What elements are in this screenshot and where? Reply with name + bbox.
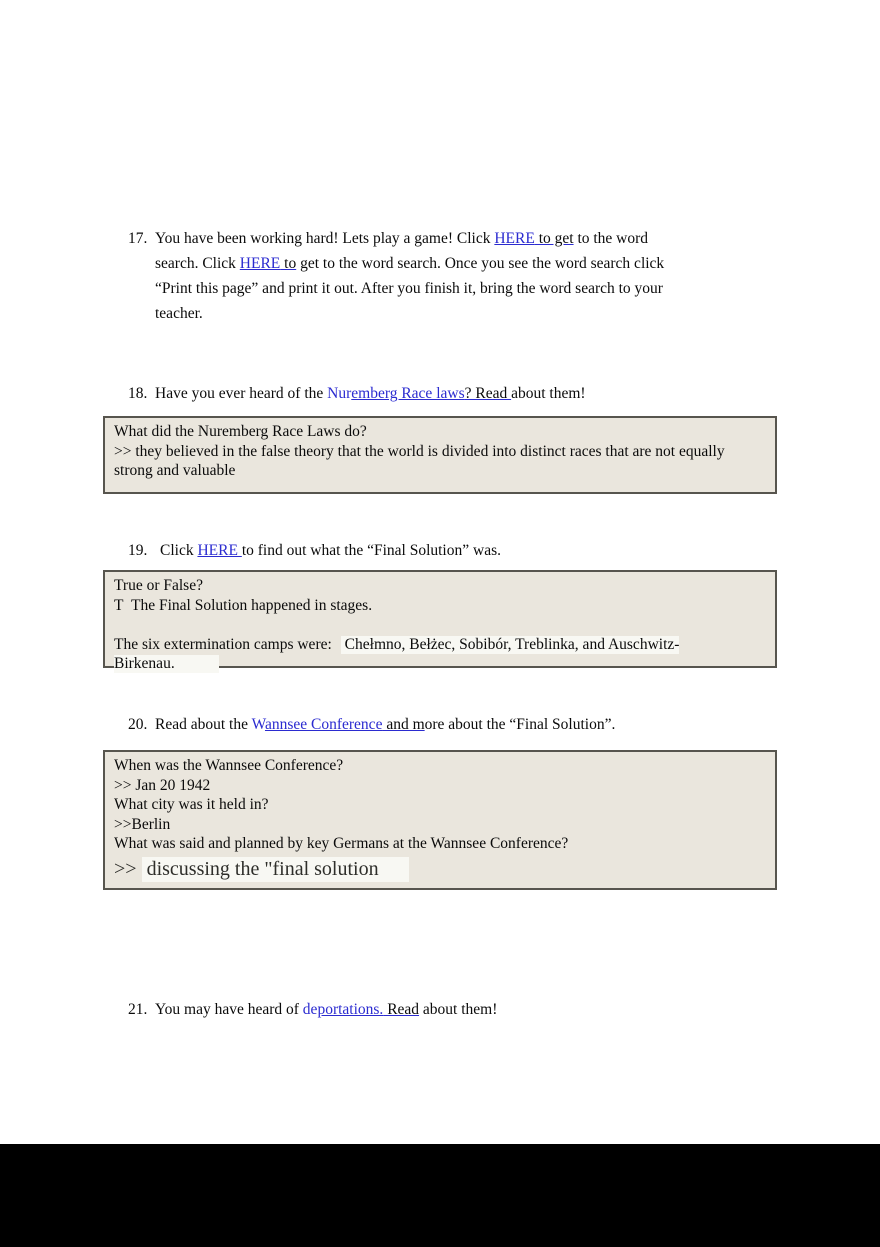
nuremberg-laws-link[interactable]: Nur	[327, 385, 352, 402]
question-20	[128, 712, 695, 737]
box19-true-false-line	[114, 596, 766, 616]
answer-box-18	[103, 416, 777, 494]
box19-question: True or False?	[114, 577, 203, 594]
box20-answer-3-line	[114, 855, 766, 883]
camps-answer-field[interactable]: Chełmno, Bełżec, Sobibór, Treblinka, and Auschwitz-Birkenau.	[114, 635, 680, 673]
word-search-link-2[interactable]: HERE	[239, 255, 281, 272]
true-false-statement: The Final Solution happened in stages.	[131, 596, 373, 614]
box20-question-2: What city was it held in?	[114, 796, 269, 814]
question-21-text-2: about them!	[419, 1001, 498, 1018]
answer-box-20	[103, 750, 777, 890]
box20-answer-3-field[interactable]: discussing the "final solution	[142, 857, 409, 882]
word-search-link-2-ext[interactable]: to	[280, 255, 297, 272]
deportations-link[interactable]: de	[302, 1001, 318, 1018]
box20-answer-2: >>Berlin	[114, 815, 171, 833]
question-17-text: You have been working hard! Lets play a game! Click	[155, 230, 495, 247]
question-20-text: Read about the	[155, 716, 252, 733]
box20-question-3: What was said and planned by key Germans at the Wannsee Conference?	[114, 835, 569, 853]
question-19-text: Click	[160, 542, 198, 559]
deportations-link-underlined[interactable]: portations.	[317, 1001, 384, 1018]
camps-label: The six extermination camps were:	[114, 635, 336, 653]
question-21	[128, 997, 695, 1022]
word-search-link-1[interactable]: HERE	[494, 230, 535, 247]
final-solution-link[interactable]: HERE	[197, 542, 242, 559]
box20-answer-3-prefix: >>	[114, 857, 137, 880]
question-17-text-3: get to the word search. Once you see the word search click “Print this page” and print it out. After you finish it, bring the word search to your teacher.	[155, 255, 665, 322]
wannsee-conference-link-ext[interactable]: and m	[382, 716, 425, 733]
question-17-text-2: to the word search. Click	[155, 230, 649, 272]
question-21-text: You may have heard of	[155, 1001, 303, 1018]
true-false-answer: T	[114, 596, 124, 614]
word-search-link-1-ext[interactable]: to get	[534, 230, 574, 247]
question-18-text: Have you ever heard of the	[155, 385, 328, 402]
question-18	[128, 381, 695, 406]
question-18-number: 18.	[128, 385, 148, 402]
question-19-text-2: to find out what the “Final Solution” was.	[241, 542, 501, 559]
box19-camps-line	[114, 635, 766, 674]
box20-answer-1: >> Jan 20 1942	[114, 776, 211, 794]
box19-blank-line	[114, 615, 766, 635]
question-18-text-2: about them!	[511, 385, 586, 402]
question-17-number: 17.	[128, 230, 148, 247]
question-20-number: 20.	[128, 716, 148, 733]
deportations-link-ext[interactable]: Read	[383, 1001, 420, 1018]
answer-box-19	[103, 570, 777, 673]
question-21-number: 21.	[128, 1001, 148, 1018]
wannsee-conference-link-underlined[interactable]: annsee Conference	[264, 716, 383, 733]
wannsee-conference-link[interactable]: W	[251, 716, 265, 733]
question-20-text-2: ore about the “Final Solution”.	[424, 716, 616, 733]
box18-answer: >> they believed in the false theory that the world is divided into distinct races that are not equally strong and valuable	[114, 442, 729, 480]
question-17	[128, 226, 695, 326]
letterbox-bar	[0, 1144, 880, 1247]
nuremberg-laws-link-ext[interactable]: ? Read	[464, 385, 512, 402]
box20-question-1: When was the Wannsee Conference?	[114, 757, 344, 774]
nuremberg-laws-link-underlined[interactable]: emberg Race laws	[351, 385, 465, 402]
question-19-number: 19.	[128, 542, 148, 559]
box18-question: What did the Nuremberg Race Laws do?	[114, 423, 367, 440]
question-19	[128, 538, 695, 563]
